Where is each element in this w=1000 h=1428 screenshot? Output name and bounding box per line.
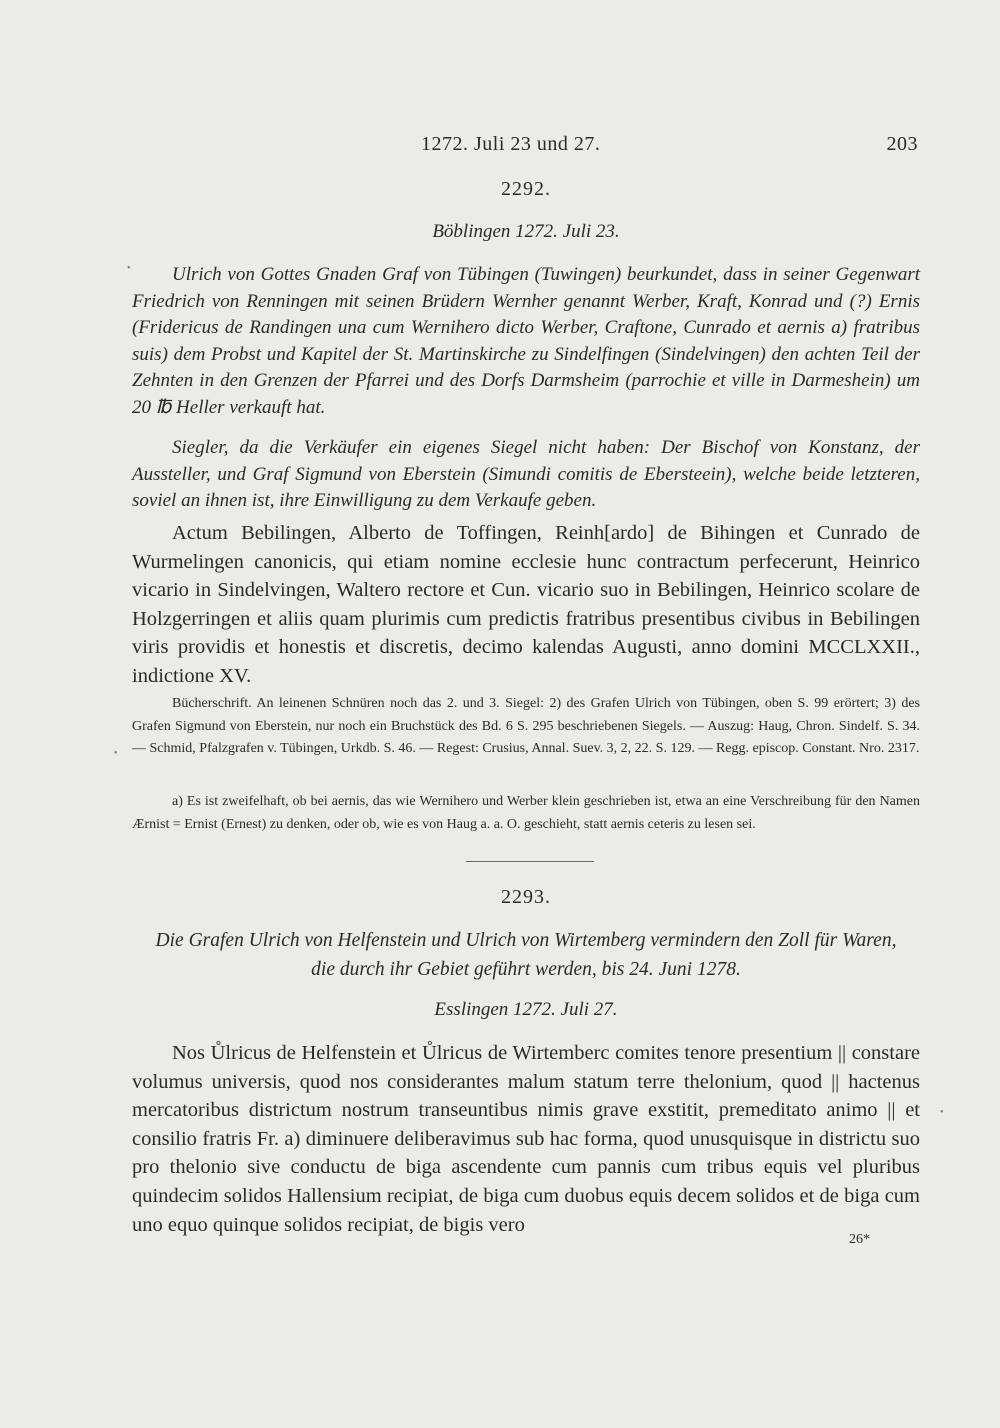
scan-speck: • <box>940 1107 944 1118</box>
charter-text: Nos Ůlricus de Helfenstein et Ůlricus de Wirtemberc comites tenore presentium || constare volumus universis, quod nos considerantes malum statum terre thelonium, quod || hactenus mercatoribus districtum nostrum transeuntibus nimis grave exstitit, premeditato animo || et consilio fratris Fr. a) diminuere deliberavimus sub hac forma, quod unusquisque in districtu suo pro thelonio sive conductu de biga ascendente cum pannis cum tribus equis vel pluribus quindecim solidos Hallensium recipiat, de biga cum duobus equis decem solidos et de biga cum uno equo quinque solidos recipiat, de bigis vero <box>132 1042 920 1236</box>
latin-text-2293 <box>132 1039 920 1239</box>
charter-text: Actum Bebilingen, Alberto de Toffingen, Reinh[ardo] de Bihingen et Cunrado de Wurmelingen canonicis, qui etiam nomine ecclesie hunc contractum perfecerunt, Heinrico vicario in Sindelvingen, Waltero rectore et Cun. vicario suo in Bebilingen, Heinrico scolare de Holzgerringen et aliis quam plurimis cum predictis fratribus presentibus civibus in Bebilingen viris providis et honestis et discretis, decimo kalendas Augusti, anno domini MCCLXXII., indictione XV. <box>132 522 920 687</box>
doc-number-2292: 2292. <box>501 178 551 200</box>
signature-mark: 26* <box>849 1232 870 1247</box>
page-header <box>132 133 920 159</box>
sealers-text: Siegler, da die Verkäufer ein eigenes Siegel nicht haben: Der Bischof von Konstanz, der Aussteller, und Graf Sigmund von Eberstein (Simundi comitis de Ebersteein), welche beide letzteren, soviel an ihnen ist, ihre Einwilligung zu dem Verkaufe geben. <box>132 437 920 511</box>
place-date-2292: Böblingen 1272. Juli 23. <box>432 221 620 242</box>
footnote-2292 <box>132 791 920 836</box>
source-note-text: Bücherschrift. An leinenen Schnüren noch das 2. und 3. Siegel: 2) des Grafen Ulrich von Tübingen, oben S. 99 erörtert; 3) des Grafen Sigmund von Eberstein, nur noch ein Bruchstück des Bd. 6 S. 295 beschriebenen Siegels. — Auszug: Haug, Chron. Sindelf. S. 34. — Schmid, Pfalzgrafen v. Tübingen, Urkdb. S. 46. — Regest: Crusius, Annal. Suev. 3, 2, 22. S. 129. — Regg. episcop. Constant. Nro. 2317. <box>132 696 920 756</box>
scan-speck: • <box>127 263 131 274</box>
header-date: 1272. Juli 23 und 27. <box>421 133 601 155</box>
footnote-text: a) Es ist zweifelhaft, ob bei aernis, das wie Wernihero und Werber klein geschrieben ist, etwa an eine Verschreibung für den Namen Ærnist = Ernist (Ernest) zu denken, oder ob, wie es von Haug a. a. O. geschieht, statt aernis ceteris zu lesen sei. <box>132 794 920 832</box>
place-date-2293: Esslingen 1272. Juli 27. <box>434 999 618 1020</box>
scan-speck: • <box>114 748 118 759</box>
section-divider <box>466 861 594 862</box>
doc-number-2293: 2293. <box>501 886 551 908</box>
regest-2292 <box>132 262 920 421</box>
title-line-1: Die Grafen Ulrich von Helfenstein und Ulrich von Wirtemberg vermindern den Zoll für Waren, <box>155 930 897 951</box>
latin-text-2292 <box>132 519 920 691</box>
regest-text: Ulrich von Gottes Gnaden Graf von Tübingen (Tuwingen) beurkundet, dass in seiner Gegenwart Friedrich von Renningen mit seinen Brüdern Wernher genannt Werber, Kraft, Konrad und (?) Ernis (Fridericus de Randingen una cum Wernihero dicto Werber, Craftone, Cunrado et aernis a) fratribus suis) dem Probst und Kapitel der St. Martinskirche zu Sindelfingen (Sindelvingen) den achten Teil der Zehnten in den Grenzen der Pfarrei und des Dorfs Darmsheim (parrochie et ville in Darmeshein) um 20 ℔ Heller verkauft hat. <box>132 264 920 418</box>
page-number: 203 <box>886 133 918 155</box>
title-2293 <box>132 926 920 984</box>
title-line-2: die durch ihr Gebiet geführt werden, bis 24. Juni 1278. <box>311 959 741 980</box>
source-note-2292 <box>132 693 920 761</box>
sealers-2292 <box>132 435 920 515</box>
